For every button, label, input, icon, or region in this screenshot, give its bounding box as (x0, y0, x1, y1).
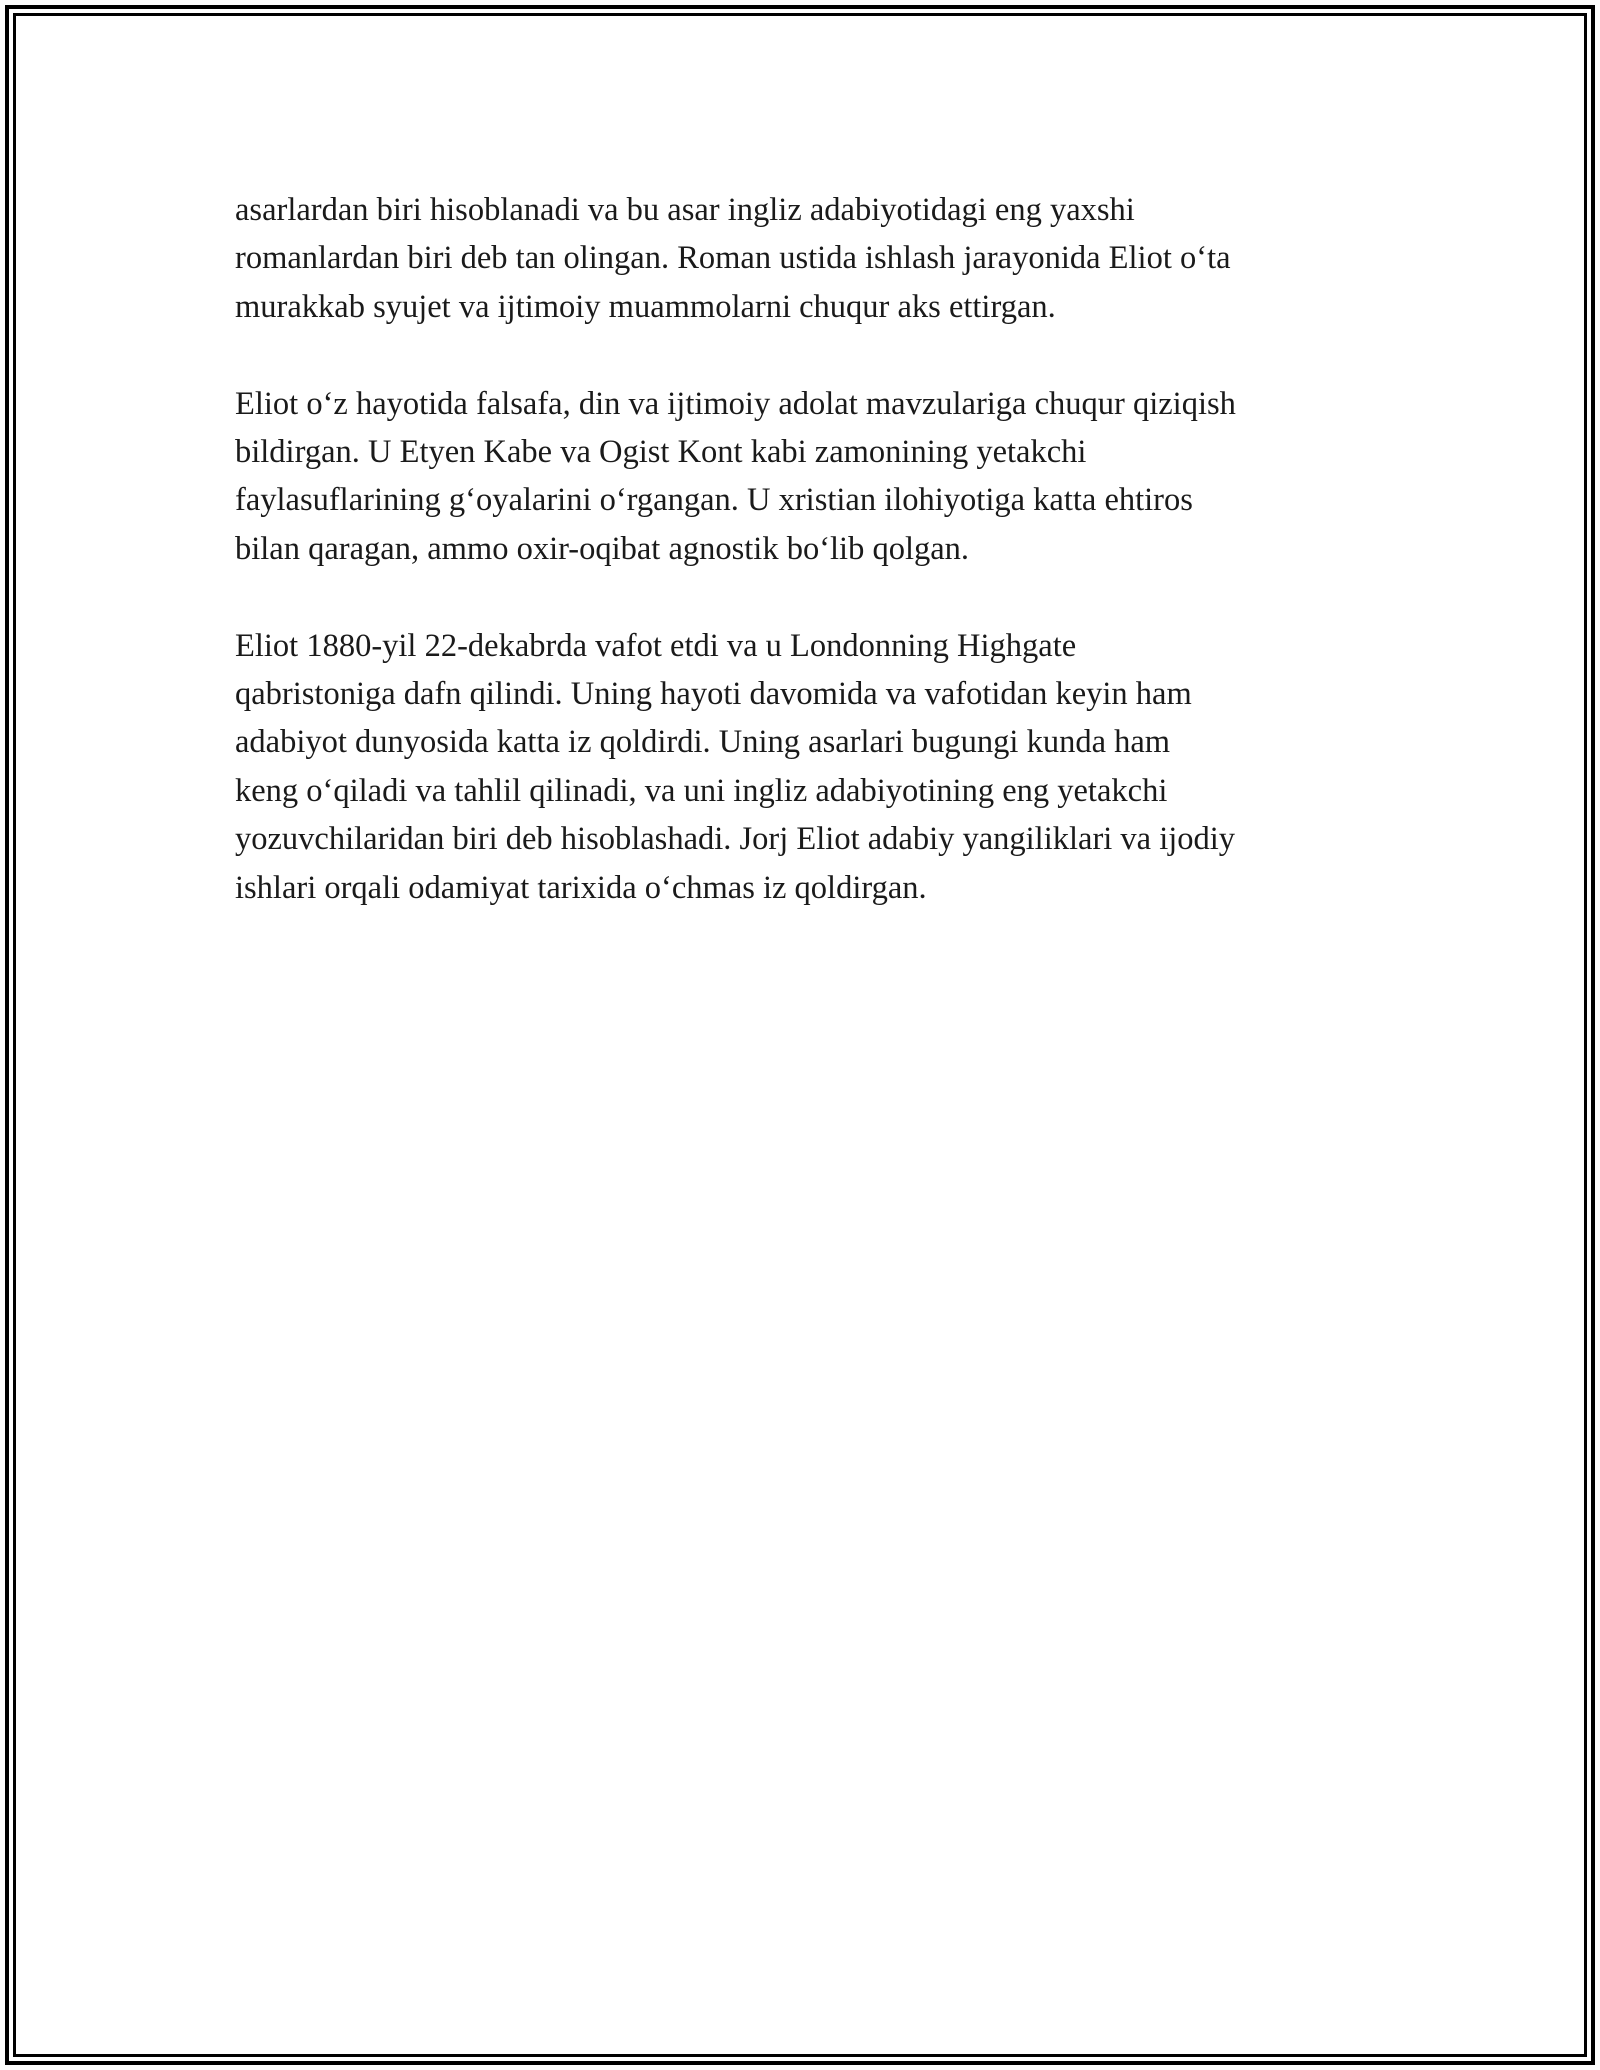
paragraph-3: Eliot 1880-yil 22-dekabrda vafot etdi va u Londonning Highgate qabristoniga dafn qilindi. Uning hayoti davomida va vafotidan keyin ham adabiyot dunyosida katta iz qoldirdi. Uning asarlari bugungi kunda ham keng oʻqiladi va tahlil qilinadi, va uni ingliz adabiyotining eng yetakchi yozuvchilaridan biri deb hisoblashadi. Jorj Eliot adabiy yangiliklari va ijodiy ishlari orqali odamiyat tarixida oʻchmas iz qoldirgan. (235, 627, 1236, 906)
document-body (235, 186, 1375, 960)
paragraph-2: Eliot oʻz hayotida falsafa, din va ijtimoiy adolat mavzulariga chuqur qiziqish bildirgan. U Etyen Kabe va Ogist Kont kabi zamonining yetakchi faylasuflarining gʻoyalarini oʻrgangan. U xristian ilohiyotiga katta ehtiros bilan qaragan, ammo oxir-oqibat agnostik boʻlib qolgan. (235, 385, 1236, 567)
paragraph-1: asarlardan biri hisoblanadi va bu asar ingliz adabiyotidagi eng yaxshi romanlardan biri deb tan olingan. Roman ustida ishlash jarayonida Eliot oʻta murakkab syujet va ijtimoiy muammolarni chuqur aks ettirgan. (235, 192, 1231, 325)
